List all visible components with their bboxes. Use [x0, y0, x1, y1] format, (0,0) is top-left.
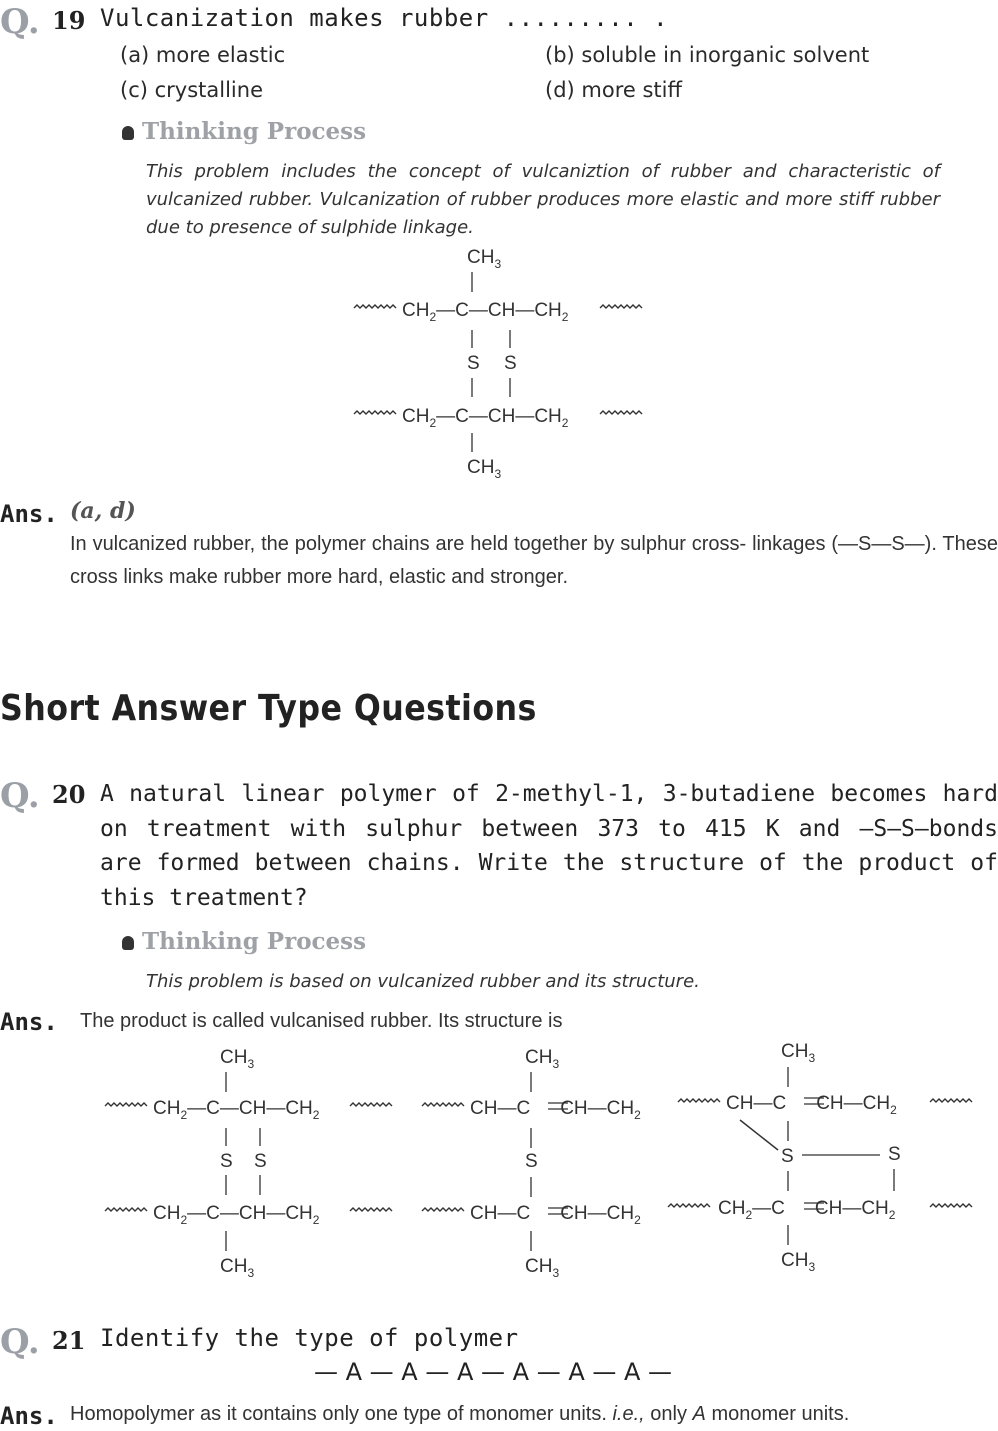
wavy-chain-end: [354, 411, 396, 414]
chain-upper: $CH_2—C—CH—CH_2$: [402, 300, 569, 324]
wavy-chain-end: [350, 1208, 392, 1211]
wavy-chain-end: [600, 411, 642, 414]
answer-label-q21: Ans.: [0, 1402, 58, 1430]
answer-text-part: only: [644, 1403, 693, 1425]
ch3-top: $CH_3$: [467, 247, 502, 271]
section-title: Short Answer Type Questions: [0, 688, 537, 729]
sulfur: S: [254, 1151, 267, 1172]
wavy-chain-end: [600, 305, 642, 308]
answer-label-q19: Ans.: [0, 500, 58, 528]
answer-value-q19: (a, d): [70, 498, 136, 524]
polymer-chain: — A — A — A — A — A — A —: [314, 1358, 673, 1386]
chain-lower-mid: CH—C $CH—CH_2$: [470, 1203, 641, 1227]
ch3-bottom-right: $CH_3$: [781, 1250, 816, 1274]
wavy-chain-end: [105, 1208, 147, 1211]
lightbulb-icon: [122, 936, 134, 950]
thinking-process-text-q19: This problem includes the concept of vulcaniztion of rubber and characteristic of vulcanized rubber. Vulcanization of rubber produces more elastic and more stiff rubber due to presence of sulphide linkage.: [146, 161, 940, 238]
answer-text-q20: The product is called vulcanised rubber. Its structure is: [80, 1010, 563, 1032]
wavy-chain-end: [354, 305, 396, 308]
question-number-q21: 21: [52, 1326, 86, 1355]
answer-text-q19: In vulcanized rubber, the polymer chains are held together by sulphur cross- linkages (—S—S—). These cross links make rubber more hard, elastic and stronger.: [70, 533, 998, 588]
ch3-bottom: $CH_3$: [467, 457, 502, 481]
question-number-q20: 20: [52, 780, 86, 809]
chain-upper-right: CH—C $CH—CH_2$: [726, 1093, 897, 1117]
answer-text-ie: i.e.,: [612, 1403, 645, 1425]
chain-upper-mid: CH—C $CH—CH_2$: [470, 1098, 641, 1122]
answer-text-part: Homopolymer as it contains only one type of monomer units.: [70, 1403, 613, 1425]
sulfur-right: S: [504, 353, 517, 374]
thinking-process-heading-q19: [122, 118, 366, 145]
wavy-chain-end: [422, 1103, 464, 1106]
vulcanized-rubber-structure-q19: [340, 240, 660, 485]
ch3-top-left: $CH_3$: [220, 1047, 255, 1071]
answer-text-monomer: A: [692, 1403, 706, 1425]
sulfur: S: [888, 1144, 901, 1165]
sulfur: S: [781, 1146, 794, 1167]
question-marker-q19: Q.: [0, 2, 40, 42]
question-text-q20: A natural linear polymer of 2-methyl-1, 3-butadiene becomes hard on treatment with sulphur between 373 to 415 K and —S—S—bonds are formed between chains. Write the structure of the product of this treatment?: [100, 781, 998, 911]
answer-text-q21: [70, 1398, 849, 1431]
answer-label-q20: Ans.: [0, 1008, 58, 1036]
ch3-top-right: $CH_3$: [781, 1041, 816, 1065]
answer-text-part: monomer units.: [705, 1403, 850, 1425]
thinking-process-text-q20: This problem is based on vulcanized rubber and its structure.: [146, 971, 700, 992]
chain-lower-right: $CH_2—C$ $CH—CH_2$: [718, 1198, 896, 1222]
wavy-chain-end: [930, 1204, 972, 1207]
ch3-bottom-mid: $CH_3$: [525, 1256, 560, 1280]
thinking-process-title: Thinking Process: [142, 118, 367, 145]
wavy-chain-end: [105, 1103, 147, 1106]
option-b: (b) soluble in inorganic solvent: [545, 43, 870, 67]
ch3-top-mid: $CH_3$: [525, 1047, 560, 1071]
ch3-bottom-left: $CH_3$: [220, 1256, 255, 1280]
question-text-q19: Vulcanization makes rubber ......... .: [100, 4, 669, 32]
wavy-chain-end: [930, 1099, 972, 1102]
thinking-process-heading-q20: [122, 928, 366, 955]
chain-lower: $CH_2—C—CH—CH_2$: [402, 406, 569, 430]
sulfur: S: [525, 1151, 538, 1172]
option-a: (a) more elastic: [120, 43, 286, 67]
sulfur-left: S: [467, 353, 480, 374]
question-text-q21: Identify the type of polymer: [100, 1324, 519, 1352]
thinking-process-title: Thinking Process: [142, 928, 367, 955]
sulfur: S: [220, 1151, 233, 1172]
option-d: (d) more stiff: [545, 78, 682, 102]
lightbulb-icon: [122, 126, 134, 140]
wavy-chain-end: [678, 1099, 720, 1102]
question-marker-q21: Q.: [0, 1322, 40, 1362]
vulcanized-rubber-structure-q20: [100, 1035, 990, 1280]
chain-upper-left: $CH_2—C—CH—CH_2$: [153, 1098, 320, 1122]
question-number-q19: 19: [52, 6, 86, 35]
chain-lower-left: $CH_2—C—CH—CH_2$: [153, 1203, 320, 1227]
wavy-chain-end: [422, 1208, 464, 1211]
wavy-chain-end: [668, 1204, 710, 1207]
wavy-chain-end: [350, 1103, 392, 1106]
question-marker-q20: Q.: [0, 776, 40, 816]
option-c: (c) crystalline: [120, 78, 263, 102]
